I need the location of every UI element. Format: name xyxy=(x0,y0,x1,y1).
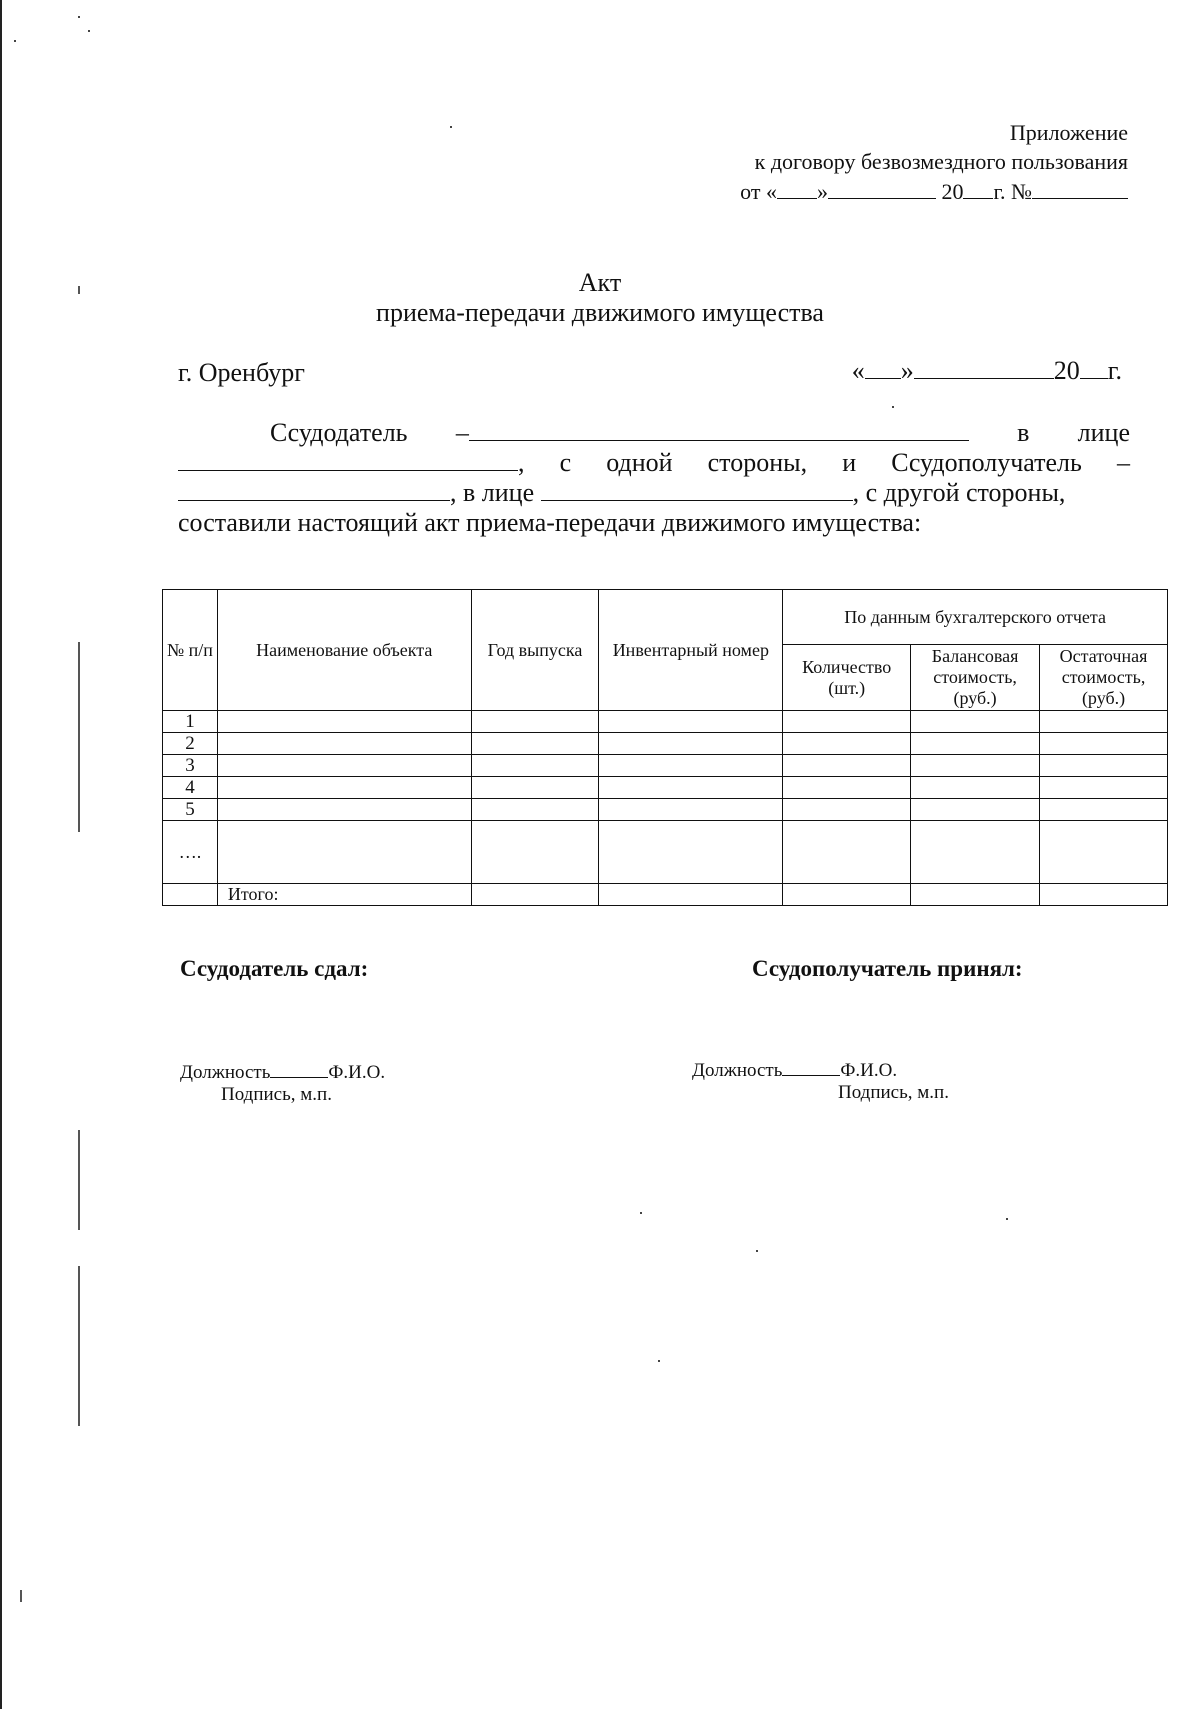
margin-tick xyxy=(20,1590,22,1602)
parties-paragraph xyxy=(178,418,1130,538)
table-row xyxy=(163,755,1168,777)
paragraph-line-3: , в лице , с другой стороны, xyxy=(178,478,1130,508)
blank-day xyxy=(865,356,901,379)
margin-tick xyxy=(78,1130,80,1230)
blank-day xyxy=(777,176,817,199)
paragraph-line-1: Ссудодатель – в лице xyxy=(270,418,1130,447)
table-row xyxy=(163,733,1168,755)
row-ellipsis: …. xyxy=(163,821,218,884)
row-number: 5 xyxy=(163,799,218,821)
blank-borrower xyxy=(178,478,450,501)
header-qty: Количество (шт.) xyxy=(783,645,911,711)
scan-speck xyxy=(658,1360,660,1362)
borrower-signature-block: Должность Ф.И.О. Подпись, м.п. xyxy=(692,1060,949,1103)
table-row-ellipsis xyxy=(163,821,1168,884)
margin-tick xyxy=(78,1266,80,1426)
row-number: 4 xyxy=(163,777,218,799)
paragraph-line-4: составили настоящий акт приема-передачи движимого имущества: xyxy=(178,508,922,537)
table-row-total xyxy=(163,884,1168,906)
scan-speck xyxy=(78,16,80,18)
appendix-line-3: от « » 20 г. № xyxy=(740,176,1128,206)
total-label: Итого: xyxy=(217,884,471,906)
lender-signature-title: Ссудодатель сдал: xyxy=(180,956,369,981)
table-row xyxy=(163,777,1168,799)
header-year: Год выпуска xyxy=(471,590,599,711)
scan-speck xyxy=(450,126,452,128)
property-table xyxy=(162,589,1168,906)
blank-year xyxy=(963,176,993,199)
blank-lender-rep xyxy=(178,448,518,471)
scan-speck xyxy=(14,40,16,42)
blank-borrower-rep xyxy=(541,478,853,501)
header-residual: Остаточная стоимость, (руб.) xyxy=(1040,645,1168,711)
blank-position xyxy=(270,1060,328,1078)
document-subtitle: приема-передачи движимого имущества xyxy=(376,298,824,327)
blank-contract-number xyxy=(1032,176,1128,199)
header-name: Наименование объекта xyxy=(217,590,471,711)
scan-speck xyxy=(1006,1218,1008,1220)
lender-signature-block: Должность Ф.И.О. Подпись, м.п. xyxy=(180,1062,386,1105)
margin-tick xyxy=(78,642,80,832)
appendix-header xyxy=(740,118,1128,206)
scan-speck xyxy=(88,30,90,32)
blank-month xyxy=(914,356,1054,379)
blank-lender xyxy=(469,418,969,441)
scan-speck xyxy=(640,1212,642,1214)
row-number: 1 xyxy=(163,711,218,733)
table-row xyxy=(163,799,1168,821)
blank-year xyxy=(1080,356,1108,379)
header-inventory: Инвентарный номер xyxy=(599,590,783,711)
document-title: Акт xyxy=(578,268,622,297)
appendix-line-1: Приложение xyxy=(1009,120,1128,145)
header-num: № п/п xyxy=(163,590,218,711)
date-line: « » 20 г. xyxy=(851,356,1122,385)
scan-speck xyxy=(756,1250,758,1252)
blank-month xyxy=(828,176,936,199)
header-balance: Балансовая стоимость, (руб.) xyxy=(911,645,1040,711)
blank-position xyxy=(782,1058,840,1076)
table-row xyxy=(163,711,1168,733)
place: г. Оренбург xyxy=(178,358,305,387)
row-number: 3 xyxy=(163,755,218,777)
margin-tick xyxy=(78,286,80,294)
row-number: 2 xyxy=(163,733,218,755)
borrower-signature-title: Ссудополучатель принял: xyxy=(752,956,1023,981)
scan-speck xyxy=(892,406,894,408)
paragraph-line-2: , с одной стороны, и Ссудополучатель – xyxy=(178,448,1130,478)
page-left-border xyxy=(0,0,2,1709)
header-accounting-group: По данным бухгалтерского отчета xyxy=(783,590,1168,645)
appendix-line-2: к договору безвозмездного пользования xyxy=(754,149,1128,174)
